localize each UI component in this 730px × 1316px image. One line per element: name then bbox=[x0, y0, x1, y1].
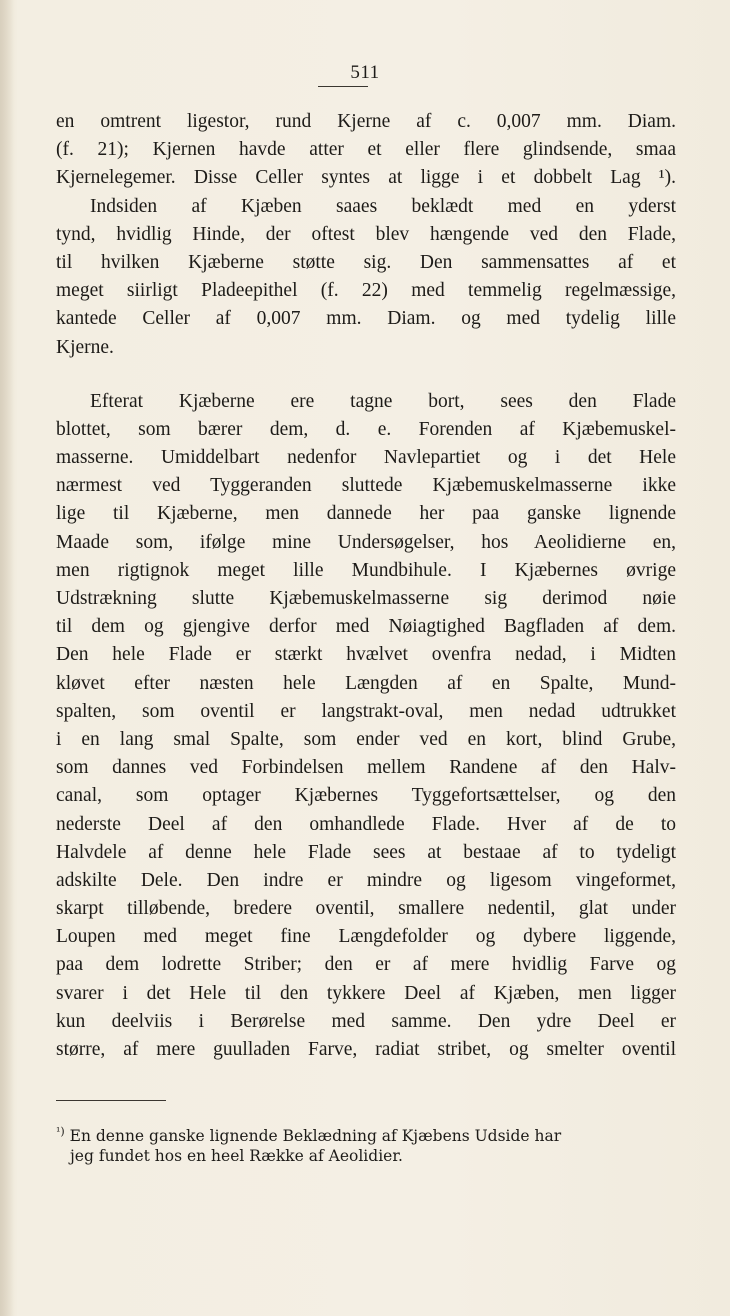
text-line: Maade som, ifølge mine Undersøgelser, hos Aeolidierne en, bbox=[56, 531, 676, 553]
text-line: canal, som optager Kjæbernes Tyggefortsættelser, og den bbox=[56, 785, 676, 807]
paragraph-gap bbox=[56, 362, 676, 388]
page-number: 511 bbox=[350, 62, 380, 83]
text-line: masserne. Umiddelbart nedenfor Navlepartiet og i det Hele bbox=[56, 447, 676, 469]
footnote-line: jeg fundet hos en heel Række af Aeolidier. bbox=[70, 1147, 403, 1165]
footnote-marker: ¹) bbox=[56, 1125, 65, 1138]
text-line: lige til Kjæberne, men dannede her paa ganske lignende bbox=[56, 503, 676, 525]
footnote-text: En denne ganske lignende Beklædning af Kjæbens Udside har bbox=[69, 1127, 562, 1145]
text-line: Indsiden af Kjæben saaes beklædt med en yderst bbox=[90, 195, 676, 217]
text-line: til dem og gjengive derfor med Nøiagtighed Bagfladen af dem. bbox=[56, 616, 676, 638]
text-line: nærmest ved Tyggeranden sluttede Kjæbemuskelmasserne ikke bbox=[56, 475, 676, 497]
footnote bbox=[56, 1120, 676, 1168]
text-line: (f. 21); Kjernen havde atter et eller flere glindsende, smaa bbox=[56, 139, 676, 161]
text-line: meget siirligt Pladeepithel (f. 22) med temmelig regelmæssige, bbox=[56, 280, 676, 302]
text-line: tynd, hvidlig Hinde, der oftest blev hængende ved den Flade, bbox=[56, 223, 676, 245]
text-line: i en lang smal Spalte, som ender ved en kort, blind Grube, bbox=[56, 728, 676, 750]
text-line: men rigtignok meget lille Mundbihule. I Kjæbernes øvrige bbox=[56, 559, 676, 581]
text-line: skarpt tilløbende, bredere oventil, smallere nedentil, glat under bbox=[56, 898, 676, 920]
text-line: svarer i det Hele til den tykkere Deel af Kjæben, men ligger bbox=[56, 982, 676, 1004]
text-line: Halvdele af denne hele Flade sees at bestaae af to tydeligt bbox=[56, 841, 676, 863]
text-line: Kjerne. bbox=[56, 336, 114, 358]
text-line: spalten, som oventil er langstrakt-oval, men nedad udtrukket bbox=[56, 700, 676, 722]
text-line: Kjernelegemer. Disse Celler syntes at ligge i et dobbelt Lag ¹). bbox=[56, 167, 676, 189]
text-line: til hvilken Kjæberne støtte sig. Den sammensattes af et bbox=[56, 251, 676, 273]
binding-shadow bbox=[0, 0, 14, 1316]
text-line: som dannes ved Forbindelsen mellem Randene af den Halv- bbox=[56, 757, 676, 779]
body-text bbox=[56, 108, 676, 1064]
footnote-rule bbox=[56, 1100, 166, 1101]
text-line: adskilte Dele. Den indre er mindre og ligesom vingeformet, bbox=[56, 869, 676, 891]
text-line: Den hele Flade er stærkt hvælvet ovenfra nedad, i Midten bbox=[56, 644, 676, 666]
text-line: kun deelviis i Berørelse med samme. Den ydre Deel er bbox=[56, 1010, 676, 1032]
footnote-line bbox=[56, 1120, 676, 1144]
text-line: Loupen med meget fine Længdefolder og dybere liggende, bbox=[56, 926, 676, 948]
text-line: nederste Deel af den omhandlede Flade. Hver af de to bbox=[56, 813, 676, 835]
text-line: paa dem lodrette Striber; den er af mere hvidlig Farve og bbox=[56, 954, 676, 976]
text-line: en omtrent ligestor, rund Kjerne af c. 0,007 mm. Diam. bbox=[56, 111, 676, 132]
text-line: blottet, som bærer dem, d. e. Forenden af Kjæbemuskel- bbox=[56, 418, 676, 440]
text-line: Efterat Kjæberne ere tagne bort, sees den Flade bbox=[90, 390, 676, 412]
text-line: kløvet efter næsten hele Længden af en Spalte, Mund- bbox=[56, 672, 676, 694]
text-line: større, af mere guulladen Farve, radiat stribet, og smelter oventil bbox=[56, 1039, 676, 1060]
page-number-rule bbox=[318, 86, 368, 87]
text-line: kantede Celler af 0,007 mm. Diam. og med tydelig lille bbox=[56, 308, 676, 330]
text-line: Udstrækning slutte Kjæbemuskelmasserne sig derimod nøie bbox=[56, 588, 676, 609]
